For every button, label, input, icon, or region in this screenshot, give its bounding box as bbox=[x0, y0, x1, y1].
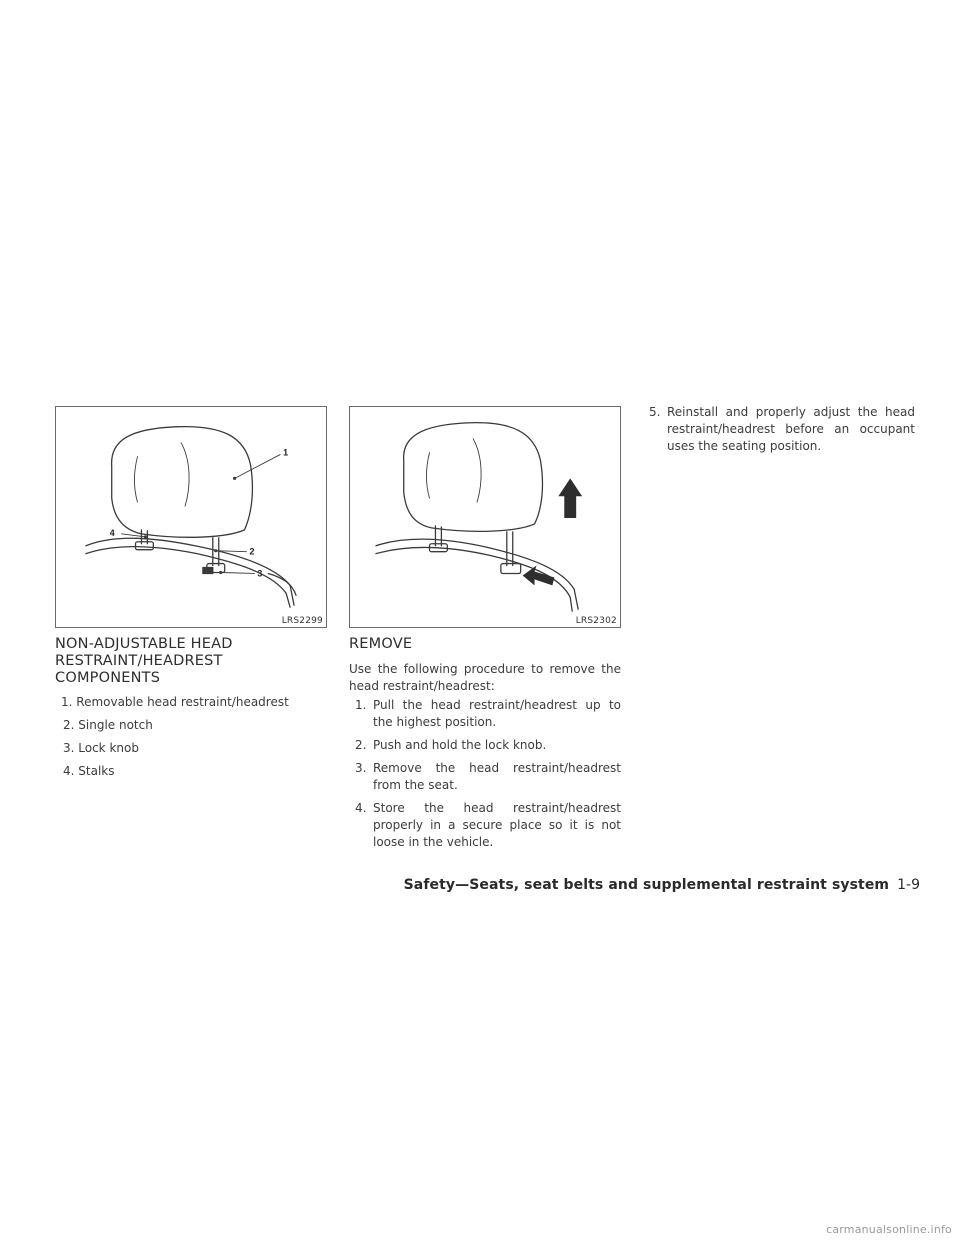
remove-steps-continued bbox=[643, 404, 915, 455]
step-text: Pull the head restraint/headrest up to the highest position. bbox=[373, 698, 621, 729]
list-item: 1. Removable head restraint/headrest bbox=[61, 695, 289, 709]
step-number: 3. bbox=[355, 761, 367, 775]
page-number: 1-9 bbox=[897, 877, 920, 893]
step-number: 1. bbox=[355, 698, 367, 712]
section-heading-remove: REMOVE bbox=[349, 636, 413, 652]
callout-4: 4 bbox=[109, 527, 115, 538]
callout-3: 3 bbox=[257, 568, 263, 579]
step-text: Store the head restraint/headrest properly in a secure place so it is not loose in the vehicle. bbox=[373, 801, 621, 849]
components-list bbox=[55, 694, 327, 780]
step-text: Reinstall and properly adjust the head restraint/headrest before an occupant uses the seating position. bbox=[667, 405, 915, 453]
callout-1: 1 bbox=[283, 447, 289, 458]
step-number: 4. bbox=[355, 801, 367, 815]
section-heading-components: NON-ADJUSTABLE HEAD RESTRAINT/HEADREST COMPONENTS bbox=[55, 636, 233, 686]
figure-headrest-components bbox=[55, 406, 327, 628]
list-item: 2. Single notch bbox=[63, 718, 153, 732]
components-column bbox=[55, 694, 327, 786]
step-number: 5. bbox=[649, 405, 661, 419]
figure-remove-headrest bbox=[349, 406, 621, 628]
page-footer bbox=[404, 877, 920, 893]
remove-column-continued bbox=[643, 404, 915, 461]
footer-section-title: Safety—Seats, seat belts and supplemental restraint system bbox=[403, 877, 890, 893]
remove-intro: Use the following procedure to remove the head restraint/headrest: bbox=[349, 662, 621, 693]
remove-column bbox=[349, 661, 621, 857]
step-text: Push and hold the lock knob. bbox=[373, 738, 547, 752]
headrest-components-illustration bbox=[56, 407, 326, 627]
list-item bbox=[349, 760, 621, 794]
list-item bbox=[643, 404, 915, 455]
step-number: 2. bbox=[355, 738, 367, 752]
figure-code: LRS2302 bbox=[575, 616, 617, 626]
figure-code: LRS2299 bbox=[281, 616, 323, 626]
step-text: Remove the head restraint/headrest from the seat. bbox=[373, 761, 621, 792]
callout-2: 2 bbox=[249, 546, 255, 557]
remove-steps bbox=[349, 697, 621, 851]
list-item bbox=[349, 697, 621, 731]
list-item: 4. Stalks bbox=[63, 764, 115, 778]
up-arrow-icon bbox=[558, 478, 582, 518]
list-item: 3. Lock knob bbox=[63, 741, 139, 755]
list-item bbox=[349, 800, 621, 851]
remove-headrest-illustration bbox=[350, 407, 620, 627]
list-item bbox=[349, 737, 621, 754]
watermark: carmanualsonline.info bbox=[826, 1223, 952, 1236]
